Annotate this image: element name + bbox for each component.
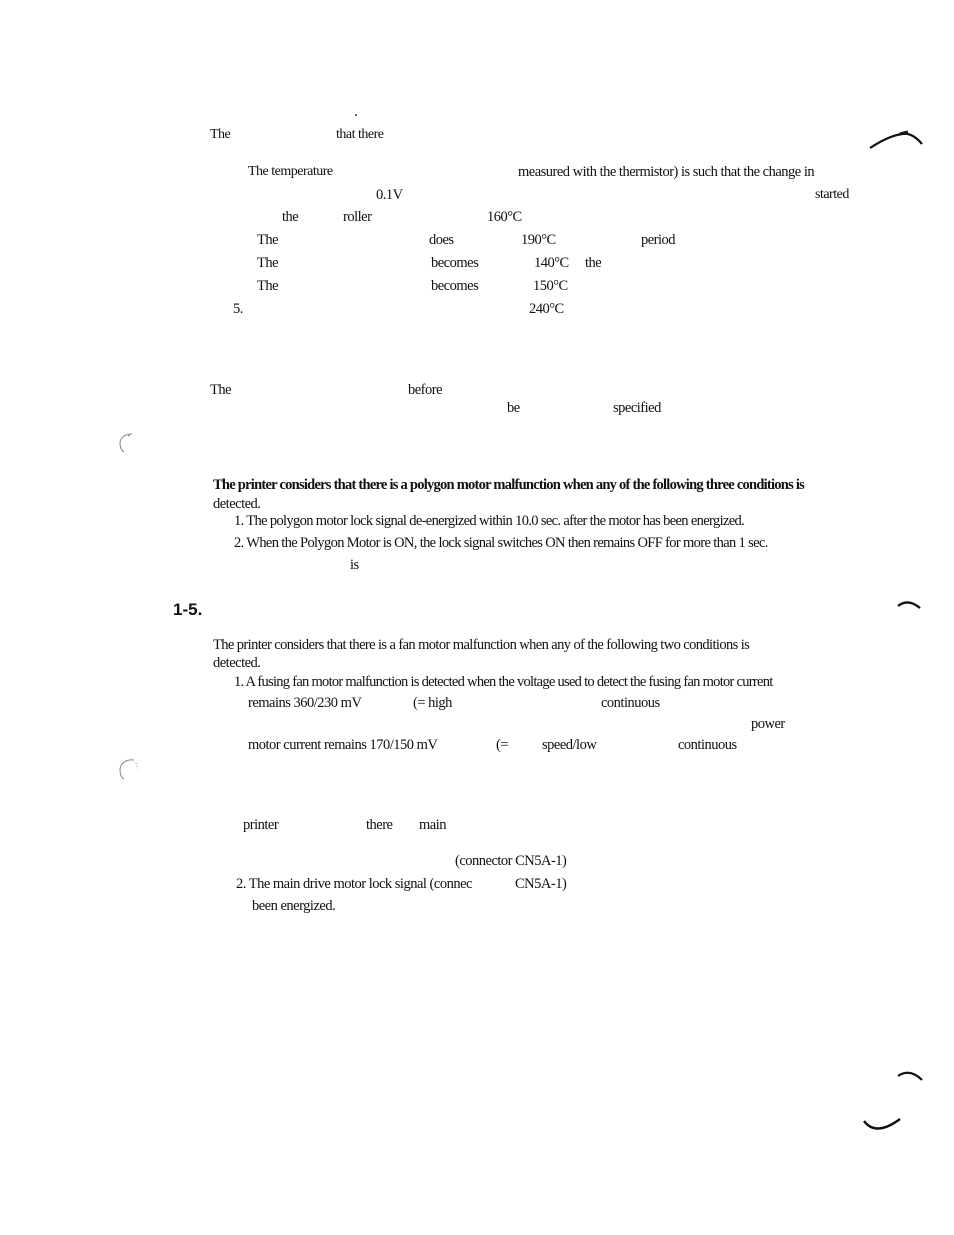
- list-item: 2. When the Polygon Motor is ON, the lock signal switches ON then remains OFF for more than 1 sec.: [234, 535, 768, 551]
- text-fragment: 240°C: [529, 301, 564, 317]
- text-fragment: roller: [343, 209, 372, 225]
- text-fragment: 190°C: [521, 232, 556, 248]
- text-fragment: (= high: [413, 695, 452, 711]
- text-fragment: speed/low: [542, 737, 597, 753]
- text-fragment: The: [210, 127, 231, 142]
- text-fragment: motor current remains 170/150 mV: [248, 737, 438, 753]
- text-fragment: 5.: [233, 301, 243, 317]
- paragraph-line: The printer considers that there is a polygon motor malfunction when any of the following three conditions is: [213, 477, 805, 493]
- scan-mark: [896, 598, 922, 610]
- text-fragment: The: [257, 255, 279, 271]
- text-fragment: there: [366, 817, 393, 833]
- text-fragment: The temperature: [248, 164, 333, 179]
- text-fragment: before: [408, 382, 443, 398]
- text-fragment: 0.1V: [376, 187, 403, 203]
- list-item: 2. The main drive motor lock signal (connec: [236, 876, 472, 892]
- text-fragment: becomes: [431, 255, 479, 271]
- text-fragment: becomes: [431, 278, 479, 294]
- text-fragment: remains 360/230 mV: [248, 695, 362, 711]
- text-fragment: 140°C: [534, 255, 569, 271]
- text-fragment: continuous: [678, 737, 737, 753]
- text-fragment: The: [210, 382, 232, 398]
- scan-mark: [862, 1115, 902, 1141]
- text-fragment: be: [507, 400, 520, 416]
- text-fragment: specified: [613, 400, 661, 416]
- list-item: 1. A fusing fan motor malfunction is detected when the voltage used to detect the fusing fan motor current: [234, 674, 773, 690]
- scan-speck: [354, 113, 360, 119]
- text-fragment: power: [751, 716, 785, 732]
- paragraph-line: detected.: [213, 496, 261, 512]
- text-fragment: the: [585, 255, 602, 271]
- paragraph-line: The printer considers that there is a fan motor malfunction when any of the following two conditions is: [213, 637, 750, 653]
- text-fragment: period: [641, 232, 676, 248]
- text-fragment: printer: [243, 817, 279, 833]
- scan-mark: [868, 126, 924, 152]
- text-fragment: main: [419, 817, 446, 833]
- text-fragment: (=: [496, 737, 509, 753]
- text-fragment: the: [282, 209, 299, 225]
- text-fragment: (connector CN5A-1): [455, 853, 567, 869]
- punch-hole-mark: [116, 432, 138, 454]
- section-heading: 1-5.: [173, 600, 203, 619]
- paragraph-line: detected.: [213, 655, 261, 671]
- text-fragment: continuous: [601, 695, 660, 711]
- scan-mark: [896, 1068, 924, 1082]
- text-fragment: 150°C: [533, 278, 568, 294]
- text-fragment: does: [429, 232, 454, 248]
- text-fragment: The: [257, 232, 279, 248]
- text-fragment: that there: [336, 127, 384, 142]
- text-fragment: started: [815, 187, 849, 202]
- text-fragment: measured with the thermistor) is such that the change in: [518, 164, 815, 180]
- text-fragment: is: [350, 557, 359, 573]
- text-fragment: 160°C: [487, 209, 522, 225]
- list-item: 1. The polygon motor lock signal de-energized within 10.0 sec. after the motor has been energized.: [234, 513, 745, 529]
- punch-hole-mark: [116, 757, 142, 781]
- text-fragment: CN5A-1): [515, 876, 567, 892]
- text-fragment: The: [257, 278, 279, 294]
- text-fragment: been energized.: [252, 898, 336, 914]
